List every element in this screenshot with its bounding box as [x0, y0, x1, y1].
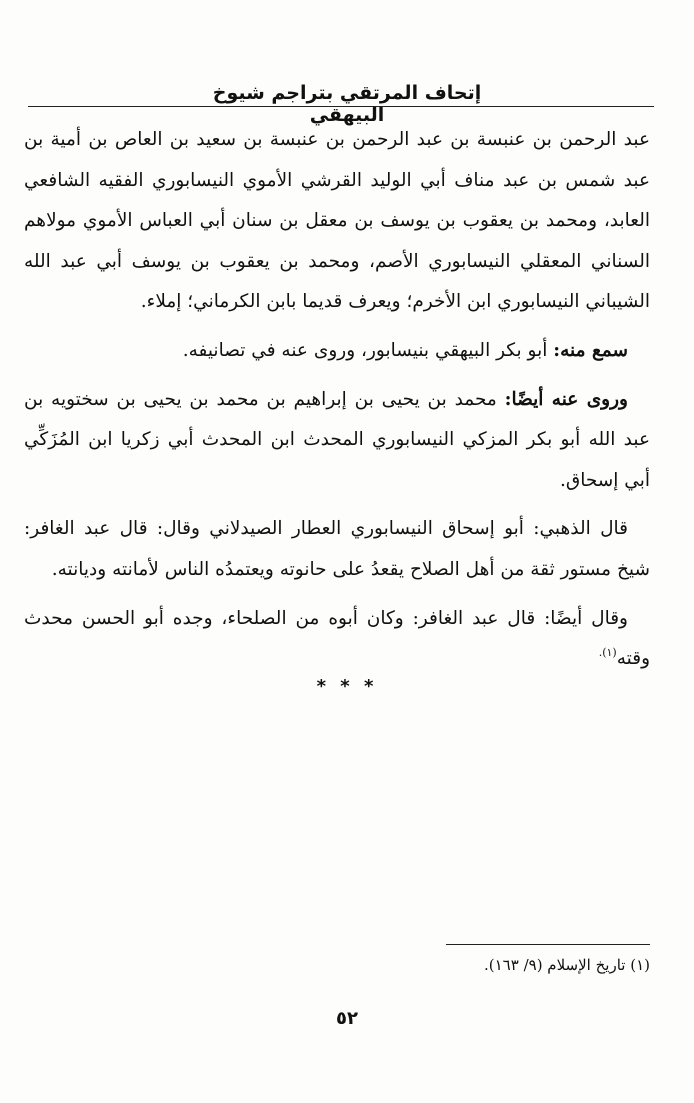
- paragraph-text: محمد بن يحيى بن إبراهيم بن محمد بن يحيى بن سختويه بن عبد الله أبو بكر المزكي النيسابوري المحدث ابن المحدث أبي زكريا ابن المُزَكِّي أبي إسحاق.: [24, 388, 650, 491]
- paragraph-text: أبو بكر البيهقي بنيسابور، وروى عنه في تصانيفه.: [182, 339, 554, 361]
- paragraph-text: عبد الرحمن بن عنبسة بن عبد الرحمن بن عنبسة بن سعيد بن العاص بن أمية بن عبد شمس بن عبد مناف أبي الوليد القرشي الأموي النيسابوري الفقيه الشافعي العابد، ومحمد بن يعقوب بن يوسف بن معقل بن سنان أبي العباس الأموي مولاهم السناني المعقلي النيسابوري الأصم، ومحمد بن يعقوب بن يوسف أبي عبد الله الشيباني النيسابوري ابن الأخرم؛ ويعرف قديما بابن الكرماني؛ إملاء.: [24, 129, 650, 313]
- footnote-reference: (١).: [598, 646, 617, 660]
- page-number: ٥٢: [336, 1008, 358, 1029]
- paragraph-lead: سمع منه:: [553, 339, 628, 361]
- paragraph-teachers: [24, 120, 650, 323]
- paragraph-dhahabi: [24, 509, 650, 590]
- paragraph-abd-al-ghafir: [24, 599, 650, 680]
- paragraph-text: وقال أيضًا: قال عبد الغافر: وكان أبوه من الصلحاء، وجده أبو الحسن محدث وقته: [24, 607, 650, 670]
- footnote-divider: [446, 944, 650, 945]
- section-separator: * * *: [316, 676, 378, 697]
- paragraph-text: قال الذهبي: أبو إسحاق النيسابوري العطار الصيدلاني وقال: قال عبد الغافر: شيخ مستور ثقة من أهل الصلاح يقعدُ على حانوته ويعتمدُه الناس لأمانته وديانته.: [24, 518, 650, 580]
- footnote: (١) تاريخ الإسلام (٩/ ١٦٣).: [484, 956, 650, 974]
- paragraph-also-narrated: [24, 380, 650, 502]
- paragraph-heard-from: [24, 331, 650, 372]
- main-text: [24, 120, 650, 680]
- paragraph-lead: وروى عنه أيضًا:: [504, 388, 628, 410]
- header-divider: [28, 106, 654, 107]
- running-header-title: إتحاف المرتقي بتراجم شيوخ البيهقي: [212, 82, 482, 126]
